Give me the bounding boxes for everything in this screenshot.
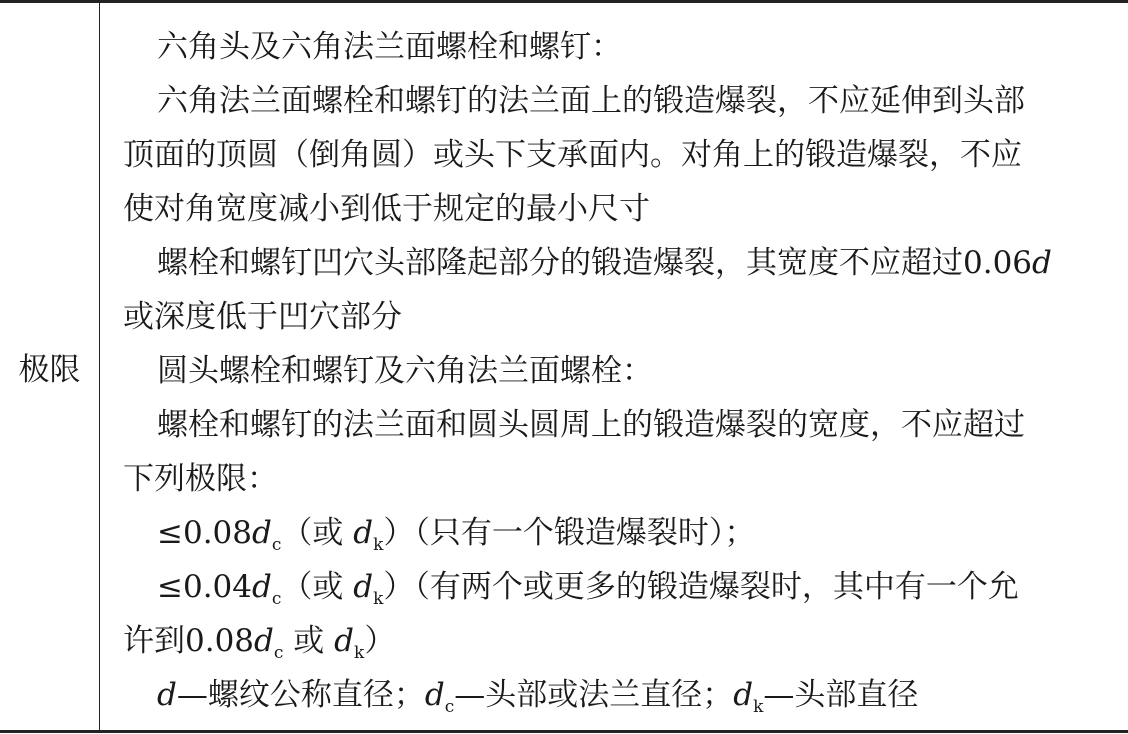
variable-d: d	[424, 677, 445, 713]
paragraph-line: 顶面的顶圆（倒角圆）或头下支承面内。对角上的锻造爆裂，不应	[123, 137, 1022, 173]
variable-d: d	[353, 569, 374, 605]
subscript-c: c	[273, 643, 284, 663]
legend-text: —螺纹公称直径；	[176, 677, 425, 713]
formula-line	[123, 614, 1113, 668]
subscript-k: k	[373, 535, 384, 555]
paragraph-line: 使对角宽度减小到低于规定的最小尺寸	[123, 191, 650, 227]
subscript-c: c	[271, 589, 282, 609]
legend-line	[123, 668, 1113, 722]
formula-text: 或	[283, 623, 335, 659]
column-divider	[99, 3, 100, 730]
paragraph-line: 六角头及六角法兰面螺栓和螺钉：	[157, 29, 622, 65]
paragraph-line	[123, 236, 1113, 290]
legend-text: —头部或法兰直径；	[454, 677, 734, 713]
subscript-k: k	[354, 643, 365, 663]
variable-d: d	[157, 677, 177, 713]
formula-text: ≤0.08	[157, 515, 252, 551]
row-label-text: 极限	[18, 352, 81, 388]
formula-line	[123, 506, 1113, 560]
variable-d: d	[353, 515, 374, 551]
subscript-k: k	[753, 697, 764, 717]
subscript-c: c	[271, 535, 282, 555]
variable-d: d	[252, 569, 272, 605]
variable-d: d	[733, 677, 754, 713]
paragraph-line: 螺栓和螺钉的法兰面和圆头圆周上的锻造爆裂的宽度，不应超过	[157, 407, 1025, 443]
formula-text: 许到0.08	[123, 623, 255, 659]
formula-line	[123, 560, 1113, 614]
formula-text: （或	[281, 515, 344, 551]
paragraph-line: 或深度低于凹穴部分	[123, 299, 402, 335]
formula-text: ≤0.04	[157, 569, 252, 605]
row-label	[0, 3, 99, 730]
line-text: 螺栓和螺钉凹穴头部隆起部分的锻造爆裂，其宽度不应超过0.06	[157, 245, 1033, 281]
formula-text: ）（有两个或更多的锻造爆裂时，其中有一个允	[383, 569, 1019, 605]
formula-text: ）	[364, 623, 396, 659]
paragraph-line: 圆头螺栓和螺钉及六角法兰面螺栓：	[157, 353, 653, 389]
legend-text: —头部直径	[763, 677, 919, 713]
formula-text: （或	[281, 569, 344, 605]
row-content	[123, 20, 1113, 722]
subscript-k: k	[373, 589, 384, 609]
subscript-c: c	[444, 697, 455, 717]
formula-text: ）（只有一个锻造爆裂时）；	[383, 515, 756, 551]
variable-d: d	[252, 515, 272, 551]
variable-d: d	[334, 623, 354, 659]
paragraph-line: 六角法兰面螺栓和螺钉的法兰面上的锻造爆裂，不应延伸到头部	[157, 83, 1025, 119]
variable-d: d	[254, 623, 274, 659]
paragraph-line: 下列极限：	[123, 461, 278, 497]
variable-d: d	[1032, 245, 1052, 281]
